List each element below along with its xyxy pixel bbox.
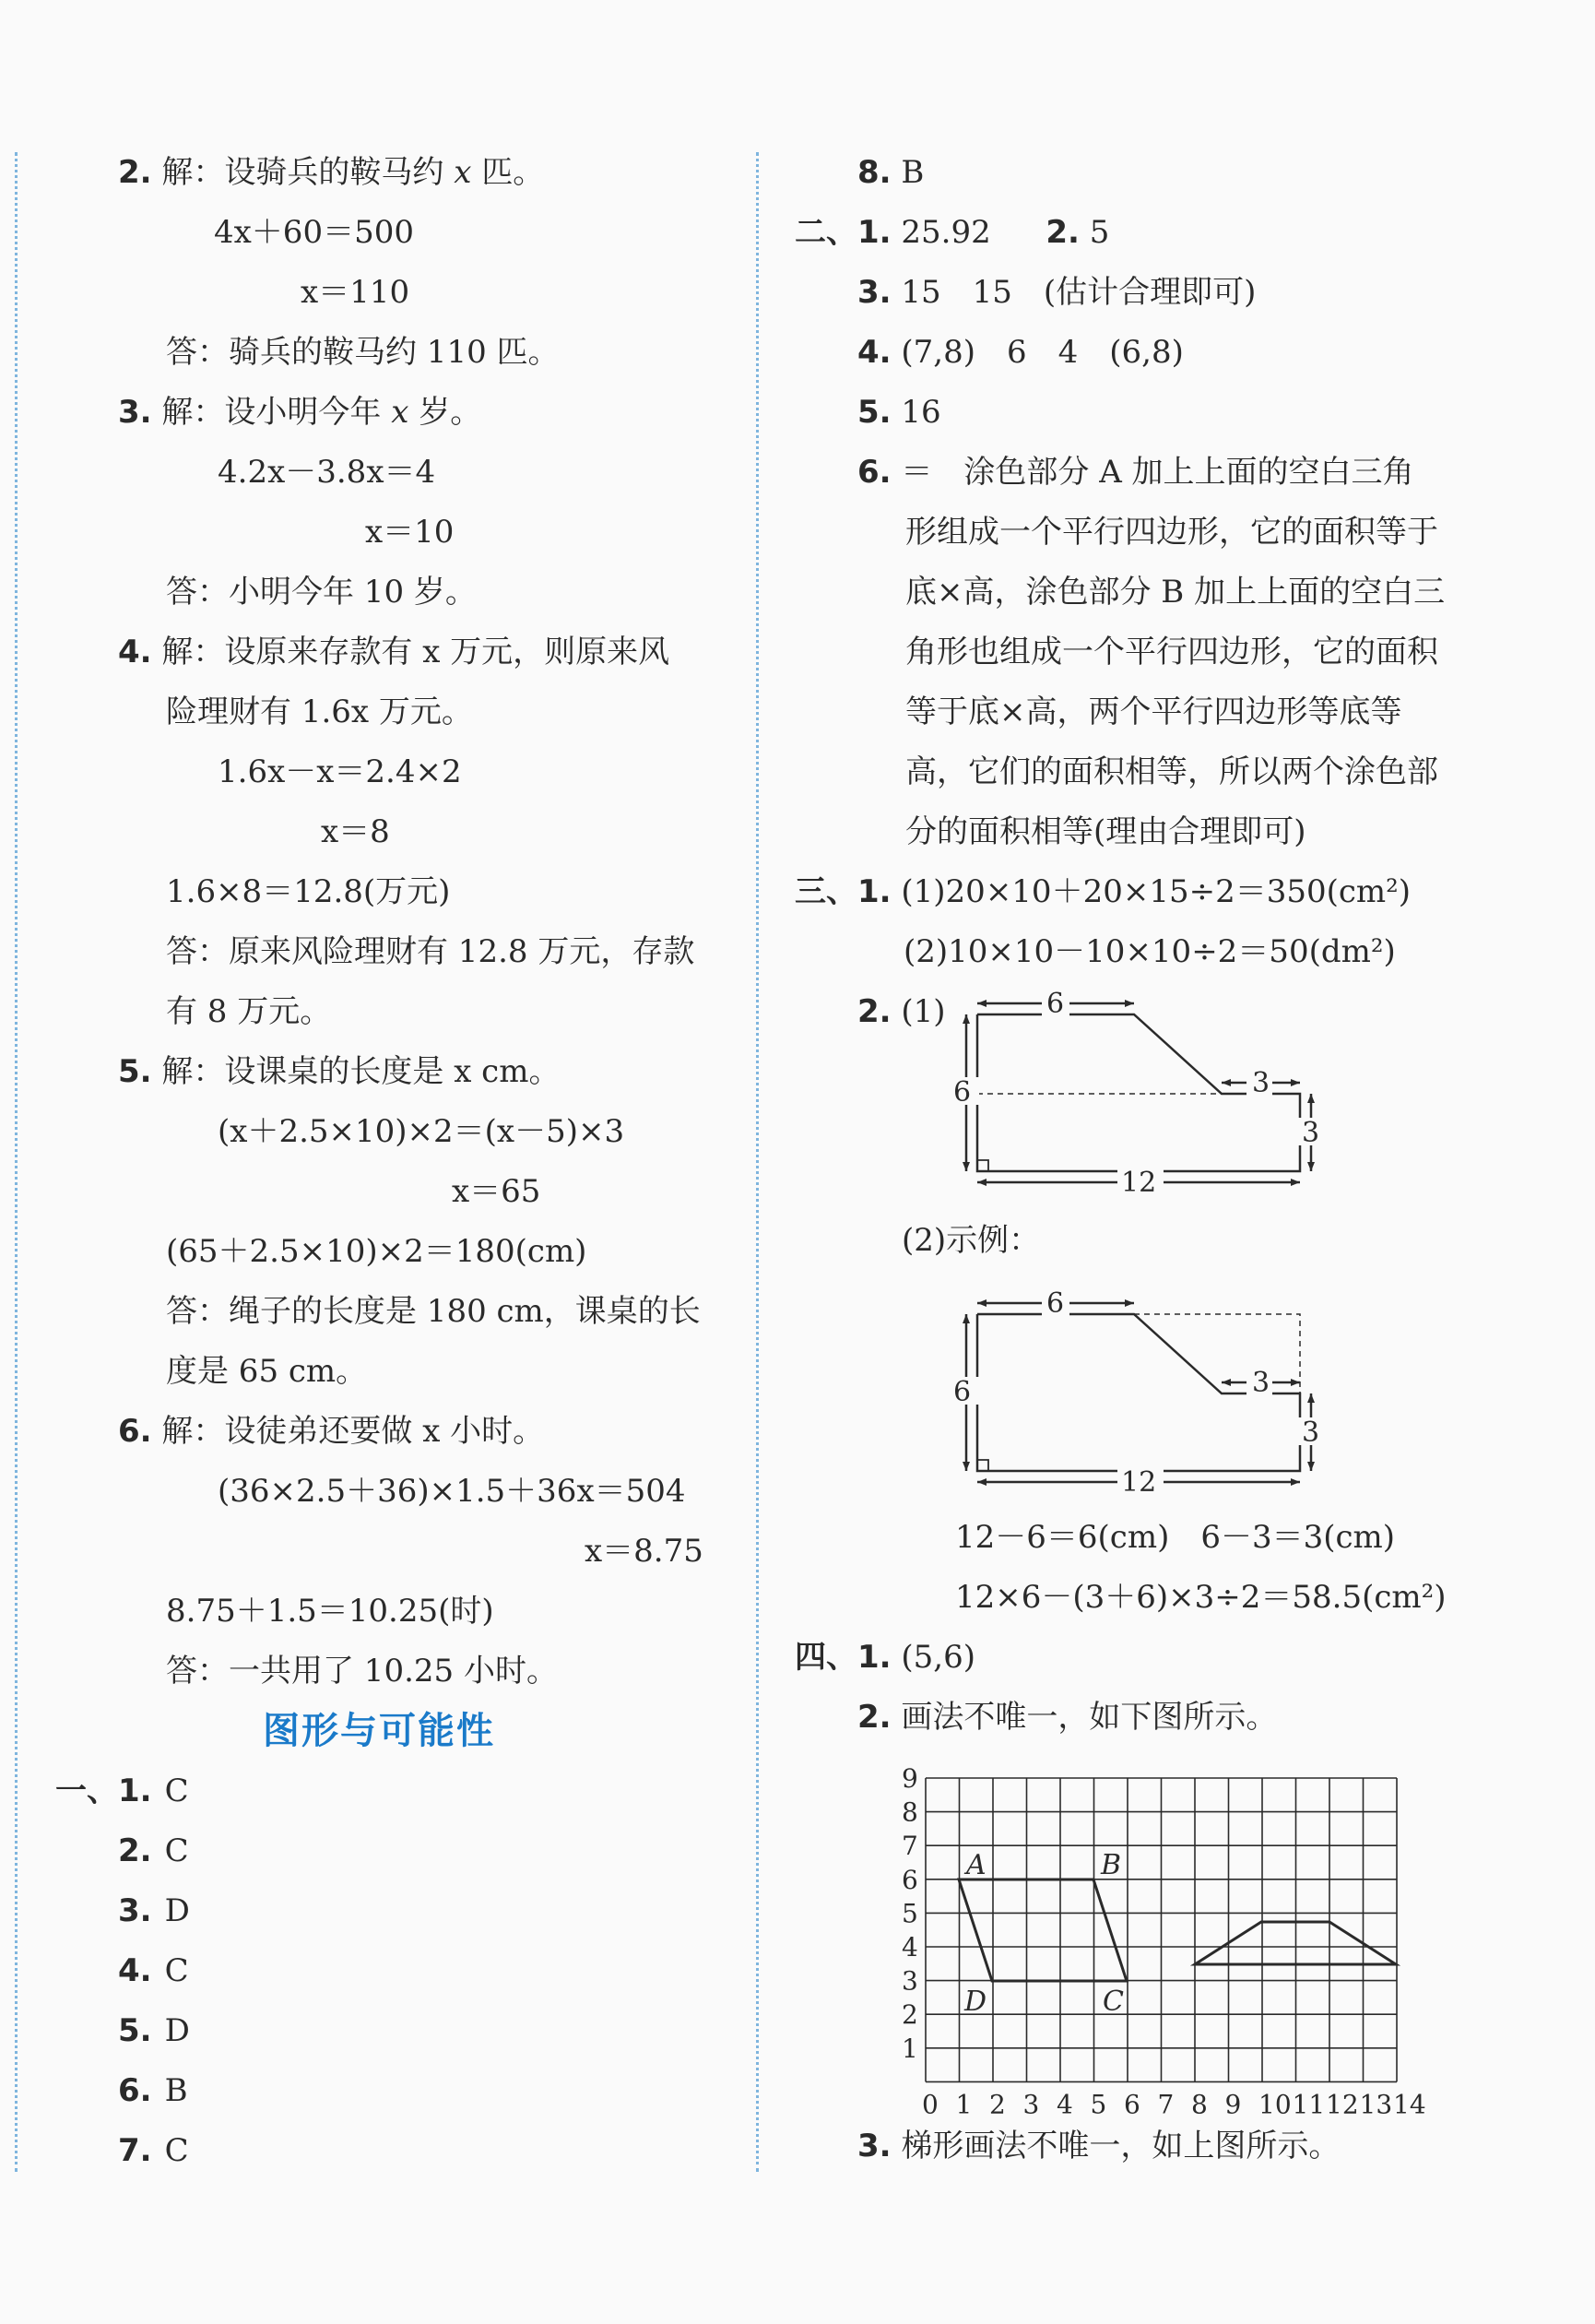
p2-q6-line6: 高，它们的面积相等，所以两个涂色部 <box>905 753 1438 790</box>
y-tick-label: 3 <box>902 1965 918 1997</box>
p3-q2-calc1: 12－6＝6(cm) 6－3＝3(cm) <box>955 1519 1396 1556</box>
fig2-label-right-top: 3 <box>1252 1367 1270 1399</box>
choice-answer: C <box>164 1773 189 1809</box>
question-number: 5. <box>118 2012 152 2049</box>
question-number: 7. <box>118 2132 152 2169</box>
question-number: 2. <box>857 993 892 1030</box>
x-tick-label: 0 <box>922 2089 939 2120</box>
x-tick-label: 9 <box>1224 2089 1242 2120</box>
question-number: 1. <box>857 214 892 251</box>
y-tick-label: 4 <box>902 1932 918 1962</box>
part1-item <box>118 1888 190 1934</box>
q3-text-b: 岁。 <box>408 394 482 431</box>
p2-q3 <box>857 269 1256 315</box>
p4-q3 <box>857 2123 1340 2169</box>
x-tick-label: 13 <box>1359 2089 1393 2120</box>
y-tick-label: 8 <box>902 1796 918 1828</box>
q2-eq1: 4x＋60＝500 <box>214 214 414 251</box>
section-title: 图形与可能性 <box>263 1710 495 1752</box>
fig2-label-top: 6 <box>1046 1287 1065 1320</box>
q6-answer: 答：一共用了 10.25 小时。 <box>166 1653 558 1690</box>
choice-answer: C <box>164 2132 189 2169</box>
fig1-label-right: 3 <box>1302 1117 1320 1149</box>
q4-answer-1: 答：原来风险理财有 12.8 万元，存款 <box>166 933 695 970</box>
p3-q2-sub1 <box>857 989 946 1035</box>
point-D-label: D <box>964 1986 987 2018</box>
p2q1-answer: 25.92 <box>901 214 991 251</box>
question-number: 2. <box>1046 214 1080 251</box>
choice-answer: C <box>164 1832 189 1869</box>
q6-eq3: 8.75＋1.5＝10.25(时) <box>166 1593 494 1630</box>
q6-stem <box>118 1408 544 1454</box>
question-number: 6. <box>118 2072 152 2109</box>
q4-answer-2: 有 8 万元。 <box>166 993 332 1030</box>
x-tick-label: 6 <box>1124 2089 1140 2120</box>
question-number: 3. <box>857 2128 892 2164</box>
q3-text-a: 解：设小明今年 <box>161 394 392 431</box>
q5-stem <box>118 1049 560 1095</box>
fig1-label-right-top: 3 <box>1252 1067 1270 1099</box>
p2-q5 <box>857 389 941 435</box>
q4-eq1: 1.6x－x＝2.4×2 <box>218 753 462 790</box>
question-number: 3. <box>857 274 892 311</box>
question-number: 5. <box>857 394 892 431</box>
p3-q2-sub2: (2)示例： <box>902 1222 1041 1259</box>
x-tick-label: 5 <box>1090 2089 1107 2120</box>
p3q2-sub1-label: (1) <box>901 993 946 1030</box>
p2-q6-line5: 等于底×高，两个平行四边形等底等 <box>905 694 1402 730</box>
q4-stem-2: 险理财有 1.6x 万元。 <box>166 694 473 730</box>
p2q3-answer: 15 15 (估计合理即可) <box>901 274 1257 311</box>
fig2-label-left: 6 <box>953 1376 972 1408</box>
y-tick-label: 6 <box>902 1864 918 1895</box>
figure-2 <box>950 1286 1337 1508</box>
point-B-label: B <box>1101 1849 1122 1881</box>
question-number: 5. <box>118 1053 152 1090</box>
question-number: 2. <box>118 1832 152 1869</box>
choice-answer: D <box>164 1892 190 1929</box>
p2q5-answer: 16 <box>901 394 941 431</box>
p2-q6-line1 <box>857 449 1414 495</box>
point-C-label: C <box>1103 1986 1124 2018</box>
q4-text-1: 解：设原来存款有 x 万元，则原来风 <box>161 634 670 670</box>
q5-eq3: (65＋2.5×10)×2＝180(cm) <box>166 1233 587 1270</box>
x-tick-label: 4 <box>1057 2089 1073 2120</box>
q3-eq2: x＝10 <box>365 514 455 551</box>
part1-item <box>118 1768 189 1814</box>
y-tick-label: 1 <box>902 2033 918 2064</box>
p3-q1-line2: (2)10×10－10×10÷2＝50(dm²) <box>904 933 1396 970</box>
q2-answer: 答：骑兵的鞍马约 110 匹。 <box>166 334 560 371</box>
question-number: 6. <box>857 454 892 491</box>
p2-q6-line4: 角形也组成一个平行四边形，它的面积 <box>905 634 1438 670</box>
question-number: 4. <box>118 1952 152 1989</box>
left-margin-divider <box>15 152 18 2172</box>
q6-eq1: (36×2.5＋36)×1.5＋36x＝504 <box>218 1473 686 1510</box>
question-number: 4. <box>857 334 892 371</box>
q5-answer-1: 答：绳子的长度是 180 cm，课桌的长 <box>166 1293 701 1330</box>
part2-label: 二、 <box>795 214 857 251</box>
fig1-label-left: 6 <box>953 1076 972 1109</box>
q2-eq2: x＝110 <box>301 274 410 311</box>
fig1-label-top: 6 <box>1046 988 1065 1020</box>
q5-eq1: (x＋2.5×10)×2＝(x－5)×3 <box>218 1113 625 1150</box>
x-tick-label: 10 <box>1258 2089 1292 2120</box>
p2-q6-line3: 底×高，涂色部分 B 加上上面的空白三 <box>905 574 1446 611</box>
q4-eq2: x＝8 <box>321 813 390 850</box>
question-number: 6. <box>118 1413 152 1450</box>
p4-q1 <box>857 1634 975 1680</box>
p2q2-answer: 5 <box>1089 214 1110 251</box>
q2-text-a: 解：设骑兵的鞍马约 <box>161 154 455 191</box>
column-divider <box>756 152 759 2172</box>
q4-eq3: 1.6×8＝12.8(万元) <box>166 873 451 910</box>
p2-q1-q2 <box>857 209 1109 255</box>
choice-answer: D <box>164 2012 190 2049</box>
p2-q6-line2: 形组成一个平行四边形，它的面积等于 <box>905 514 1438 551</box>
q3-var: x <box>391 394 409 431</box>
right-angle-mark <box>977 1160 988 1171</box>
x-tick-label: 1 <box>955 2089 973 2120</box>
question-number: 1. <box>118 1773 152 1809</box>
p2-q6-line7: 分的面积相等(理由合理即可) <box>905 813 1306 850</box>
question-number: 2. <box>118 154 152 191</box>
q6-text: 解：设徒弟还要做 x 小时。 <box>161 1413 545 1450</box>
q5-text: 解：设课桌的长度是 x cm。 <box>161 1053 561 1090</box>
p4q2-answer: 画法不唯一，如下图所示。 <box>901 1699 1278 1736</box>
q5-eq2: x＝65 <box>452 1173 541 1210</box>
question-number: 3. <box>118 1892 152 1929</box>
question-number: 4. <box>118 634 152 670</box>
question-number: 3. <box>118 394 152 431</box>
y-tick-label: 2 <box>902 1999 918 2031</box>
x-tick-label: 7 <box>1157 2089 1175 2120</box>
p4q1-answer: (5,6) <box>901 1639 975 1676</box>
q4-stem-1 <box>118 629 669 675</box>
q3-answer: 答：小明今年 10 岁。 <box>166 574 477 611</box>
question-number: 1. <box>857 1639 892 1676</box>
part1-item <box>118 2008 190 2054</box>
part1-item <box>118 2068 188 2114</box>
p2q4-answer: (7,8) 6 4 (6,8) <box>901 334 1184 371</box>
point-A-label: A <box>966 1849 987 1881</box>
fig2-label-right: 3 <box>1302 1417 1320 1449</box>
question-number: 1. <box>857 873 892 910</box>
y-tick-label: 5 <box>902 1898 918 1929</box>
part1-item <box>118 2128 189 2174</box>
p3-q2-calc2: 12×6－(3＋6)×3÷2＝58.5(cm²) <box>955 1579 1447 1616</box>
q2-var: x <box>454 154 472 191</box>
x-tick-label: 3 <box>1022 2089 1040 2120</box>
x-tick-label: 14 <box>1393 2089 1426 2120</box>
part3-label: 三、 <box>795 873 857 910</box>
choice-answer: C <box>164 1952 189 1989</box>
y-tick-label: 7 <box>902 1831 918 1862</box>
right-angle-mark <box>977 1460 988 1471</box>
parallelogram-ABCD <box>959 1879 1127 1981</box>
x-tick-label: 2 <box>989 2089 1006 2120</box>
fig2-label-bottom: 12 <box>1121 1466 1157 1499</box>
p3q1-text-1: (1)20×10＋20×15÷2＝350(cm²) <box>901 873 1412 910</box>
q2-stem <box>118 149 544 196</box>
fig1-label-bottom: 12 <box>1121 1167 1157 1199</box>
y-tick-label: 9 <box>902 1763 918 1794</box>
part1-label: 一、 <box>55 1773 118 1809</box>
p3-q1-line1 <box>857 869 1411 915</box>
part4-label: 四、 <box>795 1639 857 1676</box>
q2-text-b: 匹。 <box>471 154 545 191</box>
part1-item <box>118 1948 189 1994</box>
q8 <box>857 149 924 196</box>
question-number: 8. <box>857 154 892 191</box>
q8-answer: B <box>901 154 925 191</box>
x-tick-label: 11 <box>1292 2089 1326 2120</box>
p4-q2 <box>857 1694 1277 1740</box>
figure-1 <box>950 987 1337 1208</box>
x-tick-label: 8 <box>1191 2089 1208 2120</box>
q3-stem <box>118 389 481 435</box>
q6-eq2: x＝8.75 <box>585 1533 703 1570</box>
q5-answer-2: 度是 65 cm。 <box>166 1353 368 1390</box>
p4q3-answer: 梯形画法不唯一，如上图所示。 <box>901 2128 1341 2164</box>
x-tick-label: 12 <box>1326 2089 1359 2120</box>
p2q6-text-1: ＝ 涂色部分 A 加上上面的空白三角 <box>901 454 1414 491</box>
coordinate-grid <box>885 1752 1438 2121</box>
q3-eq1: 4.2x－3.8x＝4 <box>218 454 436 491</box>
question-number: 2. <box>857 1699 892 1736</box>
choice-answer: B <box>164 2072 188 2109</box>
p2-q4 <box>857 329 1184 375</box>
part1-item <box>118 1828 189 1874</box>
